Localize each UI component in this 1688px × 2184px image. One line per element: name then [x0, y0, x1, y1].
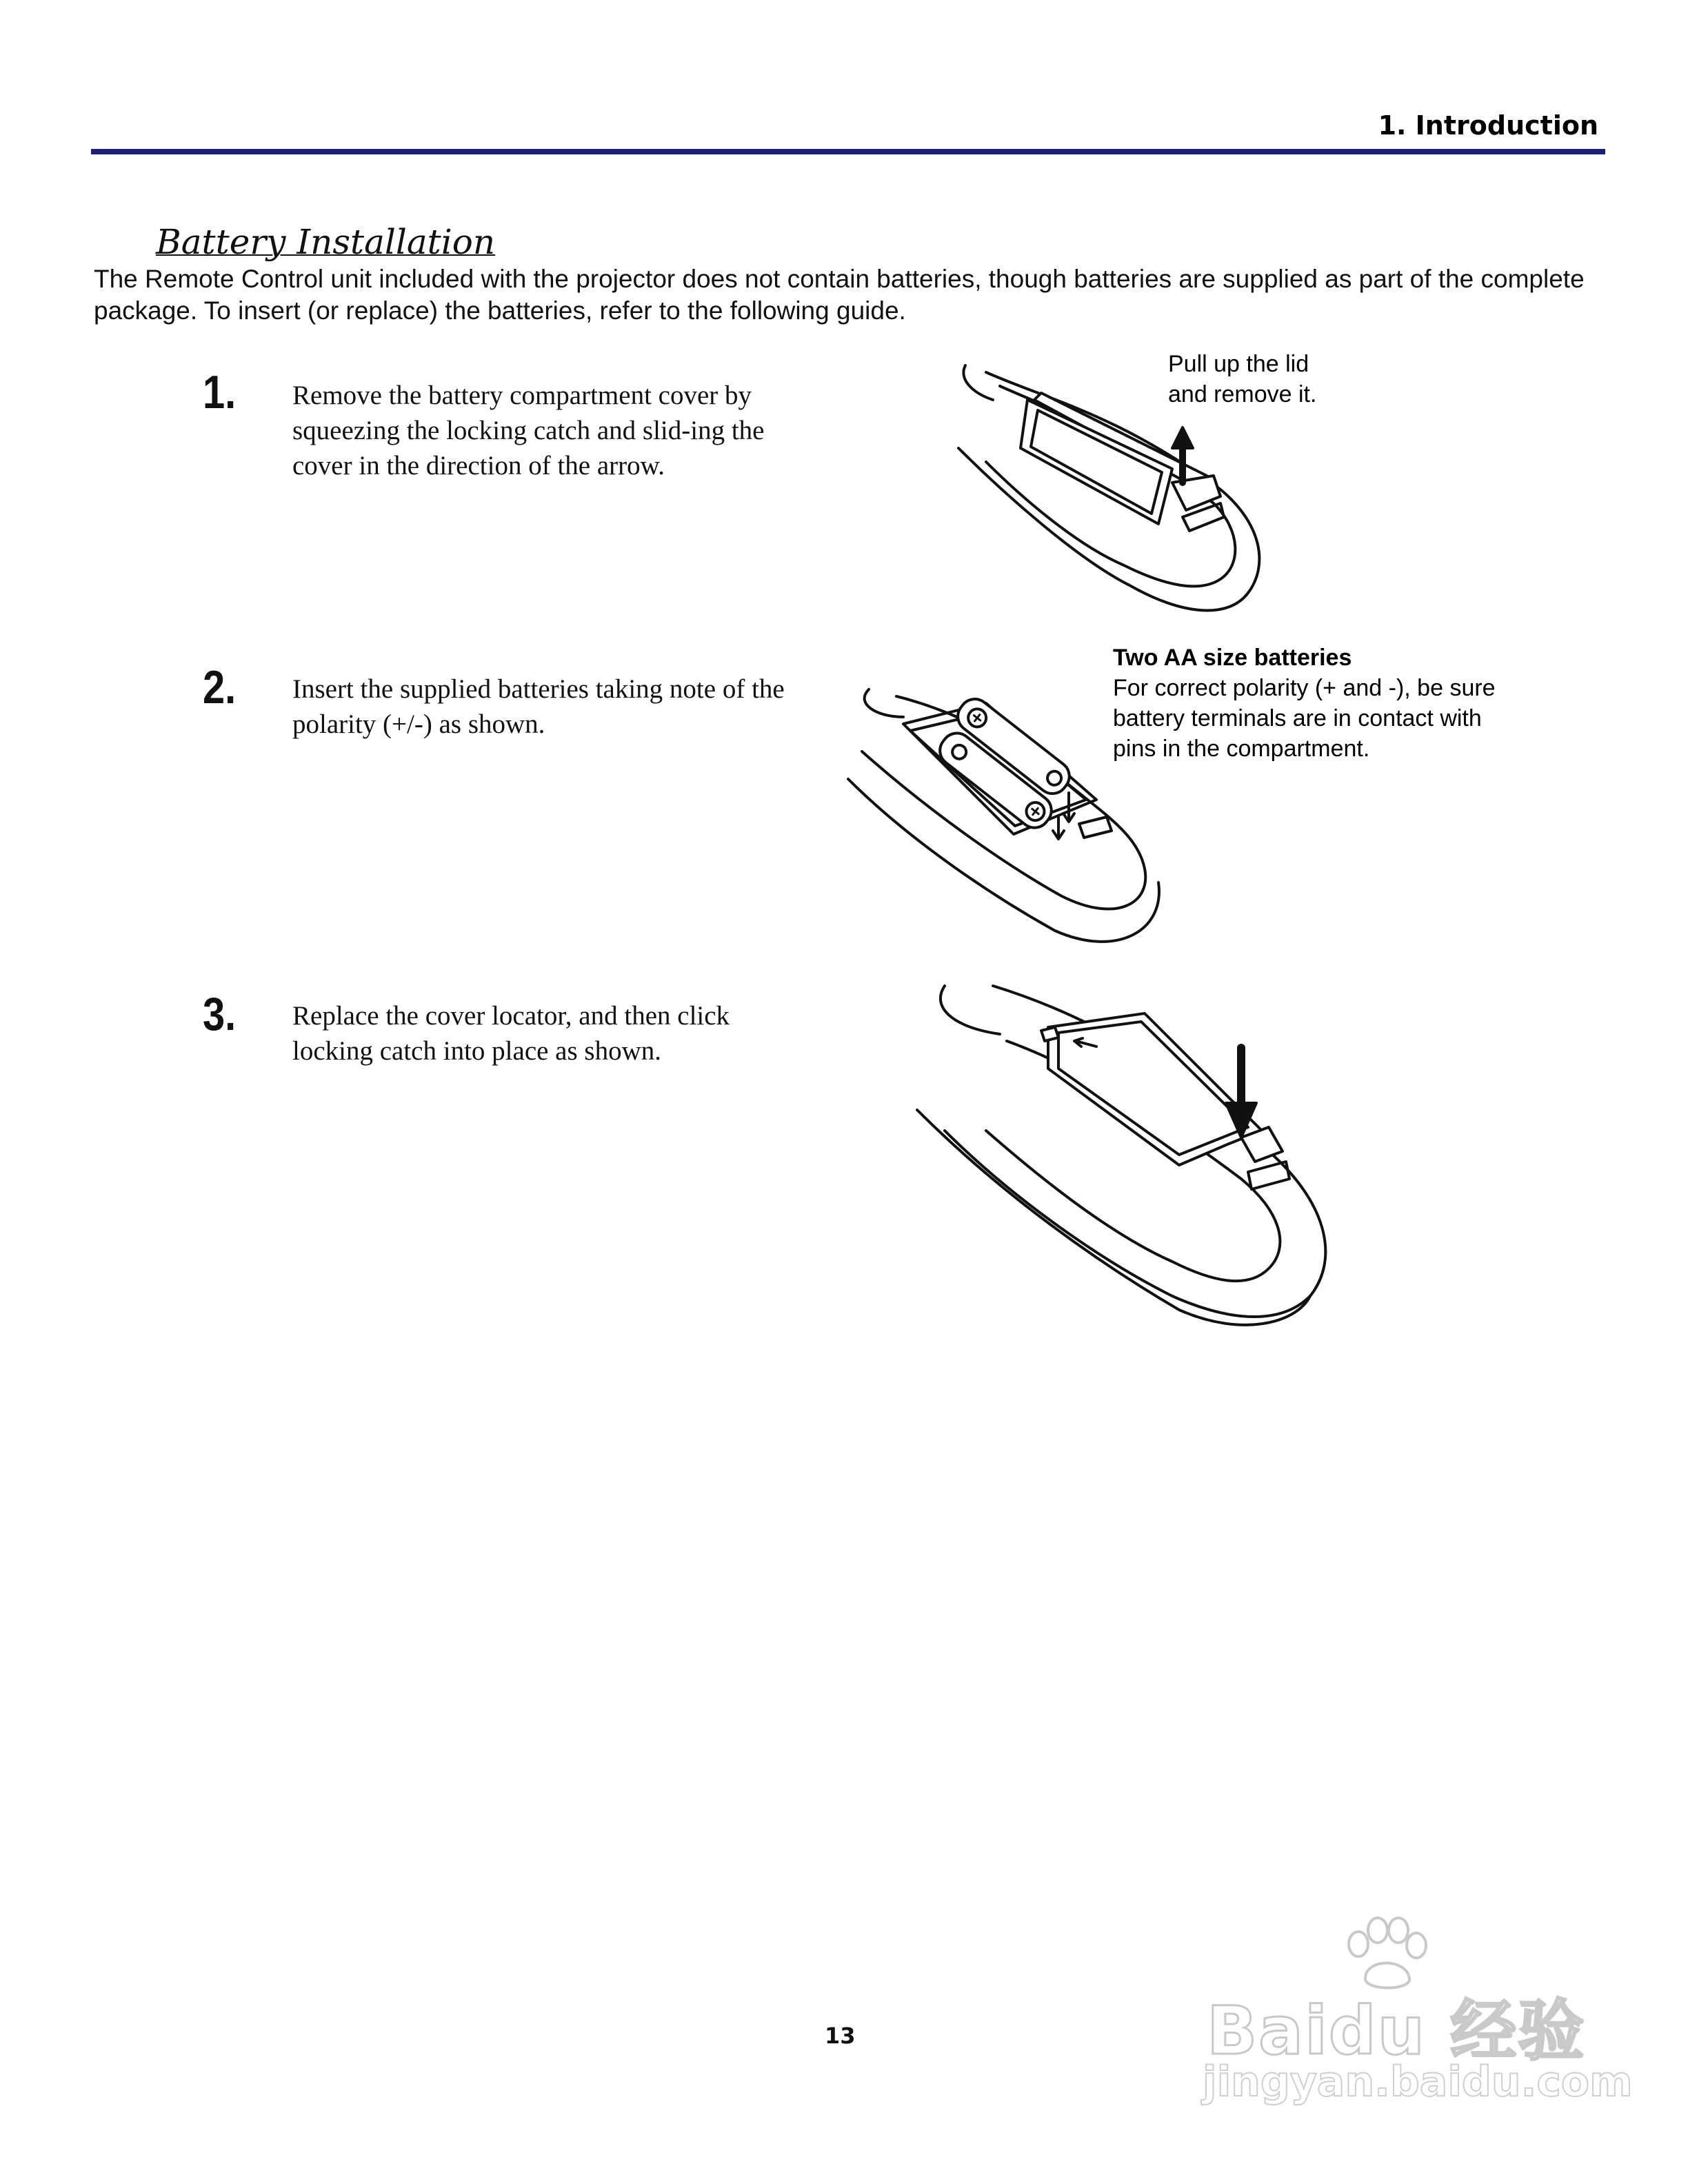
section-title: Battery Installation: [156, 222, 496, 262]
step-3-text: Replace the cover locator, and then click locking catch into place as shown.: [292, 1001, 730, 1066]
cover-replacement-illustration: [910, 972, 1358, 1331]
baidu-watermark: [1193, 1917, 1633, 2123]
step-2-text: Insert the supplied batteries taking note of the polarity (+/-) as shown.: [292, 674, 785, 739]
step-1-number: 1.: [203, 366, 237, 418]
watermark-brand: Baidu 经验: [1207, 1992, 1586, 2070]
step-1-callout-line1: Pull up the lid: [1168, 351, 1309, 377]
step-2-callout-body: For correct polarity (+ and -), be sure battery terminals are in contact with pins in the compartment.: [1113, 675, 1496, 762]
step-3-number: 3.: [203, 988, 237, 1040]
intro-paragraph: The Remote Control unit included with the projector does not contain batteries, though batteries are supplied as part of the complete package. To insert (or replace) the batteries, refer to the following guide.: [94, 265, 1585, 325]
step-2-callout: [1113, 643, 1499, 764]
step-1-text: Remove the battery compartment cover by squeezing the locking catch and slid-ing the cover in the direction of the arrow.: [292, 381, 765, 481]
step-1-callout-line2: and remove it.: [1168, 381, 1317, 407]
header-rule: [91, 149, 1605, 154]
page-number: 13: [825, 2023, 856, 2049]
watermark-url: jingyan.baidu.com: [1203, 2058, 1633, 2106]
step-2-callout-heading: Two AA size batteries: [1113, 645, 1352, 671]
header-section-label: 1. Introduction: [1378, 110, 1598, 141]
step-2-number: 2.: [203, 661, 237, 714]
step-1-callout: [1168, 349, 1316, 410]
